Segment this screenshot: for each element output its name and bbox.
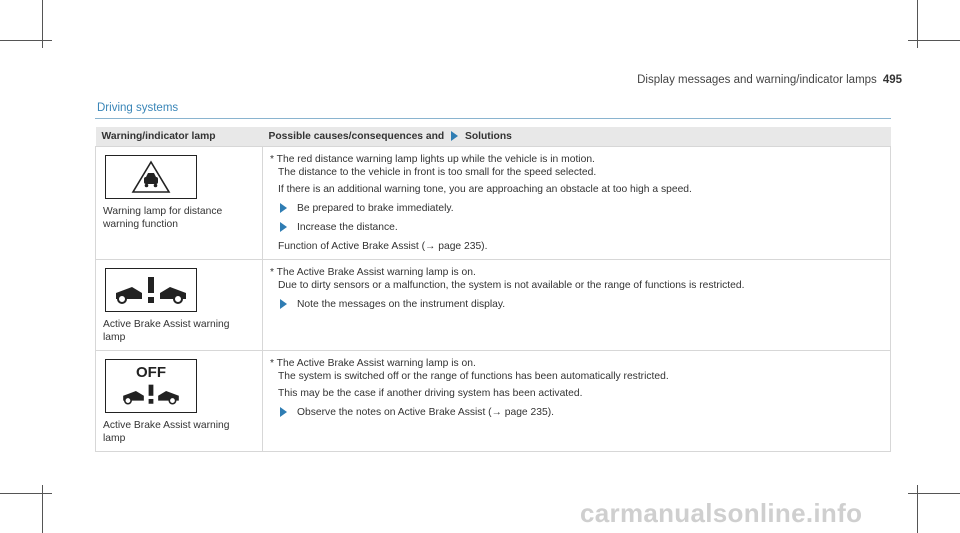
solution-text: Be prepared to brake immediately. — [297, 203, 454, 214]
lamp-label: Active Brake Assist warning lamp — [103, 420, 230, 444]
off-label: OFF — [136, 364, 166, 381]
active-brake-assist-lamp-icon — [105, 268, 197, 312]
col-header-solutions-text: Solutions — [464, 131, 512, 142]
solution-item — [270, 298, 883, 311]
cause-line: If there is an additional warning tone, you are approaching an obstacle at too high a speed. — [278, 184, 692, 195]
col-header-causes — [263, 127, 891, 147]
section-title: Driving systems — [97, 102, 179, 114]
col-header-lamp: Warning/indicator lamp — [96, 127, 263, 147]
cause-line: * The Active Brake Assist warning lamp is on. — [270, 358, 476, 369]
solution-item — [270, 202, 883, 215]
lamp-label: Active Brake Assist warning lamp — [103, 319, 230, 343]
active-brake-assist-off-lamp-icon — [105, 359, 197, 413]
arrow-right-icon — [280, 222, 287, 232]
arrow-right-icon — [280, 299, 287, 309]
cause-line: The system is switched off or the range of functions has been automatically restricted. — [278, 371, 669, 382]
table-header-row — [96, 127, 891, 147]
arrow-right-icon — [451, 131, 458, 141]
table-row — [96, 260, 891, 351]
arrow-right-icon — [280, 203, 287, 213]
distance-warning-lamp-icon — [105, 155, 197, 199]
section-rule — [95, 118, 891, 119]
solution-text[interactable]: Observe the notes on Active Brake Assist (→ page 235). — [297, 407, 554, 418]
lamp-cell — [96, 147, 263, 260]
solution-item — [270, 221, 883, 234]
lamp-label: Warning lamp for distance warning function — [103, 206, 223, 230]
col-header-causes-text: Possible causes/consequences and — [268, 131, 445, 142]
arrow-right-icon — [280, 407, 287, 417]
crop-mark — [908, 40, 960, 41]
cause-line: The distance to the vehicle in front is too small for the speed selected. — [278, 167, 597, 178]
page-header — [637, 74, 902, 86]
causes-cell — [263, 147, 891, 260]
lamp-cell — [96, 351, 263, 452]
solution-item — [270, 406, 883, 419]
cause-line: Due to dirty sensors or a malfunction, the system is not available or the range of functions is restricted. — [278, 280, 745, 291]
lamp-cell — [96, 260, 263, 351]
solution-text: Note the messages on the instrument display. — [297, 299, 506, 310]
cause-line: * The red distance warning lamp lights up while the vehicle is in motion. — [270, 154, 595, 165]
cause-line: This may be the case if another driving system has been activated. — [278, 388, 583, 399]
table-row — [96, 147, 891, 260]
cross-reference[interactable]: Function of Active Brake Assist (→ page 235). — [278, 241, 488, 252]
crop-mark — [0, 493, 52, 494]
crop-mark — [0, 40, 52, 41]
header-title: Display messages and warning/indicator lamps — [637, 74, 877, 86]
cause-line: * The Active Brake Assist warning lamp is on. — [270, 267, 476, 278]
table-row — [96, 351, 891, 452]
causes-cell — [263, 260, 891, 351]
watermark: carmanualsonline.info — [580, 498, 863, 528]
causes-cell — [263, 351, 891, 452]
solution-text: Increase the distance. — [297, 222, 398, 233]
page-number: 495 — [882, 74, 902, 86]
crop-mark — [908, 493, 960, 494]
warning-lamp-table — [95, 127, 891, 452]
